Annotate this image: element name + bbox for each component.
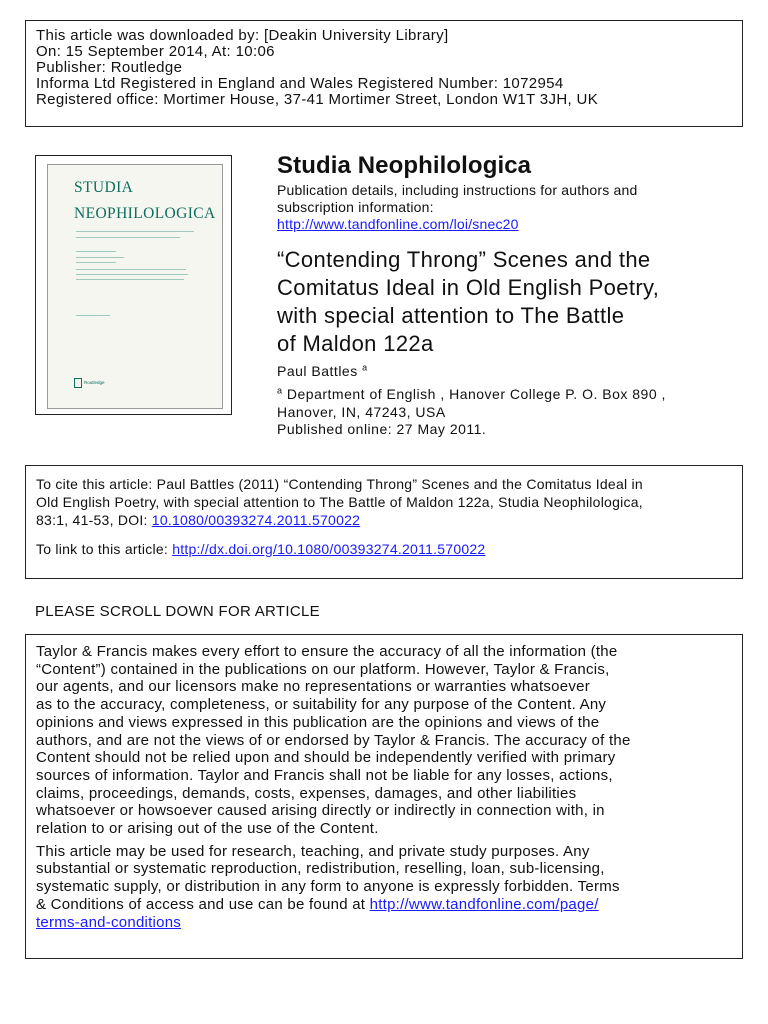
disclaimer-line: Taylor & Francis makes every effort to ensure the accuracy of all the information (the: [36, 643, 618, 660]
journal-cover-image: [35, 155, 232, 415]
publication-details: [277, 182, 737, 233]
article-link-label: To link to this article:: [36, 541, 173, 557]
affiliation-line1: [277, 386, 666, 404]
download-notice-line: This article was downloaded by: [Deakin University Library]: [36, 27, 449, 44]
publication-details-line2: subscription information:: [277, 199, 434, 215]
citation-box: [25, 465, 743, 579]
cover-publisher-name: Routledge: [84, 380, 105, 386]
registration-line: Informa Ltd Registered in England and Wales Registered Number: 1072954: [36, 75, 564, 92]
doi-link[interactable]: 10.1080/00393274.2011.570022: [151, 512, 361, 528]
disclaimer-paragraph-1: [36, 643, 734, 838]
article-title-line1: “Contending Throng” Scenes and the: [277, 247, 651, 272]
cover-publisher-logo: [74, 378, 105, 388]
cover-editor-stripe: [76, 262, 116, 263]
cover-title-line1: STUDIA: [74, 179, 134, 196]
journal-url-link[interactable]: http://www.tandfonline.com/loi/snec20: [277, 216, 519, 232]
citation-line3: [36, 511, 732, 529]
article-doi-url-link[interactable]: http://dx.doi.org/10.1080/00393274.2011.570022: [172, 541, 486, 557]
article-title-line3: with special attention to The Battle: [277, 303, 625, 328]
disclaimer-paragraph-2: [36, 843, 734, 932]
cover-subtitle-stripe: [76, 237, 180, 238]
cover-title: [74, 175, 216, 227]
citation-line3-prefix: 83:1, 41-53, DOI:: [36, 512, 152, 528]
routledge-logo-icon: [74, 378, 82, 388]
journal-title: Studia Neophilologica: [277, 152, 532, 179]
article-link-line: [36, 540, 732, 558]
terms-line: substantial or systematic reproduction, redistribution, reselling, loan, sub-licensing,: [36, 860, 605, 878]
publisher-line: Publisher: Routledge: [36, 59, 183, 76]
cover-subtitle-stripe: [76, 231, 194, 232]
disclaimer-line: authors, and are not the views of or endorsed by Taylor & Francis. The accuracy of the: [36, 731, 631, 749]
disclaimer-line: Content should not be relied upon and should be independently verified with primary: [36, 749, 616, 767]
journal-info: [277, 152, 737, 233]
author-line: [277, 362, 368, 380]
article-title: [277, 246, 737, 358]
scroll-down-notice: PLEASE SCROLL DOWN FOR ARTICLE: [35, 603, 320, 620]
terms-line-prefix: & Conditions of access and use can be found at: [36, 895, 370, 913]
terms-url-link-part1[interactable]: http://www.tandfonline.com/page/: [369, 895, 599, 913]
disclaimer-line: claims, proceedings, demands, costs, expenses, damages, and other liabilities: [36, 784, 577, 802]
cover-page: [47, 164, 223, 409]
download-date-line: On: 15 September 2014, At: 10:06: [36, 43, 275, 60]
disclaimer-line: “Content”) contained in the publications on our platform. However, Taylor & Francis,: [36, 660, 610, 678]
article-title-line4: of Maldon 122a: [277, 331, 434, 356]
disclaimer-line: as to the accuracy, completeness, or suitability for any purpose of the Content. Any: [36, 696, 607, 714]
terms-line: [36, 896, 734, 914]
disclaimer-line: our agents, and our licensors make no representations or warranties whatsoever: [36, 678, 590, 696]
cover-editor-stripe: [76, 251, 116, 252]
affiliation-marker: a: [277, 385, 283, 396]
terms-url-link-part2[interactable]: terms-and-conditions: [36, 913, 182, 931]
cover-title-line2: NEOPHILOLOGICA: [74, 205, 216, 222]
publication-details-line1: Publication details, including instructions for authors and: [277, 182, 638, 198]
disclaimer-box: [25, 634, 743, 959]
terms-line: This article may be used for research, teaching, and private study purposes. Any: [36, 842, 590, 860]
author-name: Paul Battles: [277, 363, 358, 379]
disclaimer-line: whatsoever or howsoever caused arising directly or indirectly in connection with, in: [36, 802, 605, 820]
affiliation-text: Department of English , Hanover College P. O. Box 890 ,: [286, 386, 666, 402]
terms-line: systematic supply, or distribution in any form to anyone is expressly forbidden. Terms: [36, 878, 620, 896]
disclaimer-line: relation to or arising out of the use of the Content.: [36, 820, 379, 838]
author-affiliation-marker: a: [362, 362, 368, 373]
affiliation-line2: Hanover, IN, 47243, USA: [277, 403, 446, 420]
cover-volume-stripe: [76, 315, 110, 316]
citation-line2: Old English Poetry, with special attention to The Battle of Maldon 122a, Studia Neophilologica,: [36, 494, 643, 510]
affiliation: [277, 386, 666, 439]
registered-office-line: Registered office: Mortimer House, 37-41 Mortimer Street, London W1T 3JH, UK: [36, 91, 599, 108]
disclaimer-line: sources of information. Taylor and Francis shall not be liable for any losses, actions,: [36, 766, 613, 784]
citation-line1: To cite this article: Paul Battles (2011) “Contending Throng” Scenes and the Comitatus Ideal in: [36, 476, 643, 492]
published-online-date: Published online: 27 May 2011.: [277, 421, 487, 437]
cover-editor-stripe: [76, 269, 186, 270]
cover-editor-stripe: [76, 257, 124, 258]
cover-editor-stripe: [76, 274, 188, 275]
disclaimer-line: opinions and views expressed in this publication are the opinions and views of the: [36, 713, 600, 731]
download-notice-box: [25, 20, 743, 127]
article-title-line2: Comitatus Ideal in Old English Poetry,: [277, 275, 660, 300]
cover-editor-stripe: [76, 279, 184, 280]
